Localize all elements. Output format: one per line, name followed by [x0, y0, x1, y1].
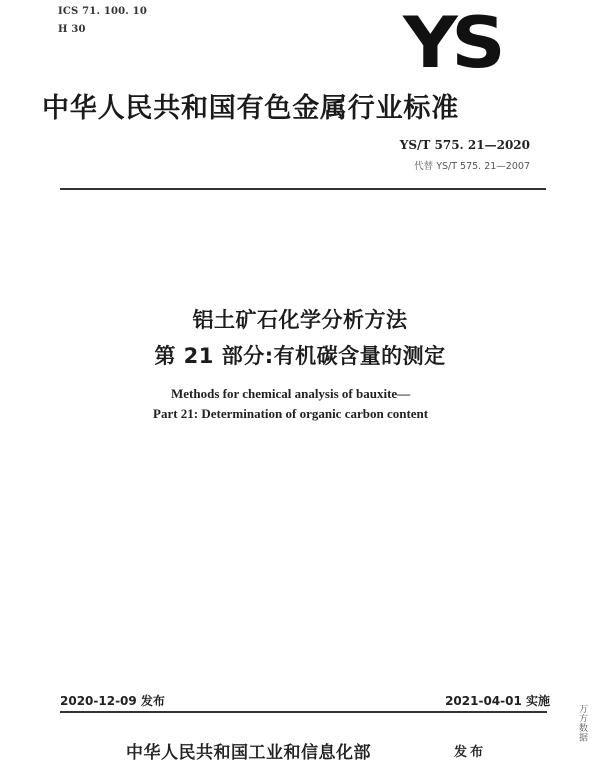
implementation-date: 2021-04-01 实施 [445, 694, 550, 708]
replaces-standard: 代替 YS/T 575. 21—2007 [414, 161, 530, 172]
bottom-divider [60, 711, 547, 713]
ys-logo: YS [403, 2, 500, 84]
title-chinese-line2: 第 21 部分:有机碳含量的测定 [154, 344, 446, 368]
org-standard-title: 中华人民共和国有色金属行业标准 [42, 93, 459, 124]
standard-number: YS/T 575. 21—2020 [399, 138, 530, 152]
title-english-line1: Methods for chemical analysis of bauxite— [171, 386, 411, 401]
issuer-suffix: 发布 [454, 745, 487, 760]
ccs-code: H 30 [58, 24, 86, 35]
top-divider [60, 188, 546, 190]
watermark: 万方数据 [577, 704, 587, 742]
issue-date: 2020-12-09 发布 [60, 694, 165, 708]
title-english-line2: Part 21: Determination of organic carbon content [153, 406, 429, 421]
ics-code: ICS 71. 100. 10 [58, 6, 147, 17]
issuing-authority: 中华人民共和国工业和信息化部 [126, 743, 371, 763]
title-chinese-line1: 铝土矿石化学分析方法 [192, 308, 408, 332]
